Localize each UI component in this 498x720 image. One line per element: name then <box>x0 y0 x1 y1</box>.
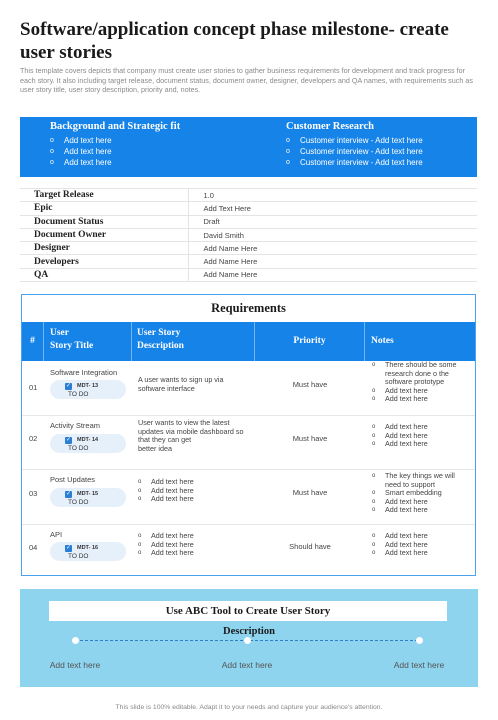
bullet-icon: o <box>372 550 376 557</box>
intro-text: This template covers depicts that company must create user stories to gather business requirements for development and track progress for each story. It also including target release, document status, document owner, designer, developers and QA names, with requirements such as user story title, user story description, priority and, notes. <box>20 66 473 95</box>
requirement-row <box>22 416 475 470</box>
story-priority: Must have <box>292 380 328 389</box>
note-item: o Add text here <box>372 531 428 540</box>
background-item: o Add text here <box>50 147 112 156</box>
customer-research-column <box>286 121 423 168</box>
bullet-icon: o <box>372 424 376 430</box>
header-story-title: User Story Title <box>44 322 132 361</box>
bullet-icon: o <box>138 479 142 485</box>
ticket-pill[interactable] <box>50 488 126 507</box>
info-value: Add Name Here <box>188 242 477 255</box>
background-item: o Add text here <box>50 158 112 167</box>
background-item: o Add text here <box>50 136 112 145</box>
tool-description-heading: Description <box>223 626 275 637</box>
bullet-icon: o <box>286 137 290 144</box>
ticket-status: TO DO <box>68 553 89 560</box>
bullet-icon: o <box>372 362 376 368</box>
ticket-id: MDT- 13 <box>77 383 99 389</box>
note-item: o Add text here <box>372 539 428 549</box>
note-item: o Add text here <box>372 385 428 395</box>
bullet-icon: o <box>286 159 290 166</box>
bullet-icon: o <box>372 396 376 403</box>
row-number: 04 <box>29 543 38 552</box>
desc-item: o Add text here <box>138 531 194 540</box>
requirements-panel <box>21 294 476 576</box>
header-notes: Notes <box>371 336 394 346</box>
info-value: Add Name Here <box>188 255 477 268</box>
info-value: 1.0 <box>188 189 477 202</box>
info-row <box>20 255 477 268</box>
note-item: o Add text here <box>372 430 428 440</box>
story-notes <box>372 423 472 449</box>
ticket-pill[interactable] <box>50 434 126 453</box>
timeline-dot <box>416 637 423 644</box>
bullet-icon: o <box>372 541 376 548</box>
ticket-id: MDT- 16 <box>77 545 99 551</box>
info-row <box>20 189 477 202</box>
story-description: A user wants to sign up via software interface <box>138 375 224 393</box>
background-heading: Background and Strategic fit <box>50 121 181 132</box>
info-row <box>20 202 477 215</box>
bullet-icon: o <box>372 490 376 497</box>
info-key: Epic <box>20 202 188 215</box>
info-key: QA <box>20 268 188 281</box>
note-item: o Add text here <box>372 505 428 515</box>
tool-panel <box>20 589 478 687</box>
ticket-status: TO DO <box>68 499 89 506</box>
story-description <box>138 478 256 504</box>
story-description: User wants to view the latest updates via mobile dashboard so that they can get better idea <box>138 418 244 453</box>
story-description <box>138 532 256 558</box>
info-row <box>20 228 477 241</box>
ticket-id: MDT- 14 <box>77 437 99 443</box>
story-notes <box>372 472 472 515</box>
bullet-icon: o <box>138 541 142 548</box>
bullet-icon: o <box>372 432 376 439</box>
timeline-dot <box>244 637 251 644</box>
note-item: o There should be some research done o the software prototype <box>372 360 457 387</box>
checkbox-icon: ✓ <box>65 383 72 389</box>
note-item: o Add text here <box>372 439 428 449</box>
timeline-label: Add text here <box>221 660 273 670</box>
customer-research-heading: Customer Research <box>286 121 374 132</box>
timeline-dot <box>72 637 79 644</box>
story-title: Post Updates <box>50 475 96 484</box>
story-priority: Should have <box>289 542 331 551</box>
timeline-label: Add text here <box>393 660 445 670</box>
info-key: Target Release <box>20 189 188 202</box>
ticket-pill[interactable] <box>50 542 126 561</box>
ticket-status: TO DO <box>68 391 89 398</box>
bullet-icon: o <box>138 487 142 494</box>
ticket-id: MDT- 15 <box>77 491 99 497</box>
page-title: Software/application concept phase milestone- create user stories <box>20 19 449 63</box>
bullet-icon: o <box>286 148 290 155</box>
story-notes <box>372 532 472 558</box>
bullet-icon: o <box>372 473 376 479</box>
requirements-title: Requirements <box>211 301 286 315</box>
strategy-banner <box>20 117 477 177</box>
story-priority: Must have <box>292 434 328 443</box>
note-item: o Add text here <box>372 548 428 558</box>
research-item: o Customer interview - Add text here <box>286 147 423 156</box>
bullet-icon: o <box>372 507 376 514</box>
story-priority: Must have <box>292 488 328 497</box>
desc-item: o Add text here <box>138 477 194 486</box>
bullet-icon: o <box>372 441 376 448</box>
info-value: Add Name Here <box>188 268 477 281</box>
checkbox-icon: ✓ <box>65 545 72 551</box>
desc-item: o Add text here <box>138 548 194 558</box>
info-row <box>20 242 477 255</box>
research-item: o Customer interview - Add text here <box>286 136 423 145</box>
note-item: o The key things we will need to support <box>372 471 455 489</box>
info-value: Draft <box>188 215 477 228</box>
desc-item: o Add text here <box>138 485 194 495</box>
note-item: o Smart embedding <box>372 488 442 498</box>
bullet-icon: o <box>138 496 142 503</box>
bullet-icon: o <box>372 387 376 394</box>
research-item: o Customer interview - Add text here <box>286 158 423 167</box>
note-item: o Add text here <box>372 422 428 431</box>
note-item: o Add text here <box>372 496 428 506</box>
requirement-row <box>22 525 475 575</box>
footer-note: This slide is 100% editable. Adapt it to your needs and capture your audience's attention. <box>115 704 383 711</box>
header-story-description: User Story Description <box>132 322 255 361</box>
checkbox-icon: ✓ <box>65 437 72 443</box>
story-title: Software Integration <box>50 368 118 377</box>
bullet-icon: o <box>372 533 376 539</box>
info-value: Add Text Here <box>188 202 477 215</box>
bullet-icon: o <box>372 498 376 505</box>
tool-heading: Use ABC Tool to Create User Story <box>49 601 447 621</box>
ticket-pill[interactable] <box>50 380 126 399</box>
row-number: 02 <box>29 434 38 443</box>
info-key: Document Status <box>20 215 188 228</box>
info-row <box>20 215 477 228</box>
bullet-icon: o <box>50 159 54 166</box>
document-info-table <box>20 188 477 282</box>
story-notes <box>372 361 472 404</box>
timeline-label: Add text here <box>49 660 101 670</box>
desc-item: o Add text here <box>138 539 194 549</box>
story-title: API <box>50 530 63 539</box>
header-number: # <box>22 322 44 361</box>
info-key: Developers <box>20 255 188 268</box>
header-priority: Priority <box>255 322 365 361</box>
bullet-icon: o <box>50 137 54 144</box>
bullet-icon: o <box>138 550 142 557</box>
checkbox-icon: ✓ <box>65 491 72 497</box>
bullet-icon: o <box>138 533 142 539</box>
requirement-row <box>22 361 475 416</box>
info-value: David Smith <box>188 228 477 241</box>
info-key: Designer <box>20 242 188 255</box>
info-row <box>20 268 477 281</box>
requirement-row <box>22 470 475 525</box>
bullet-icon: o <box>50 148 54 155</box>
desc-item: o Add text here <box>138 494 194 504</box>
ticket-status: TO DO <box>68 445 89 452</box>
row-number: 03 <box>29 489 38 498</box>
requirements-header <box>22 322 475 361</box>
info-key: Document Owner <box>20 228 188 241</box>
background-column <box>50 121 180 168</box>
row-number: 01 <box>29 383 38 392</box>
note-item: o Add text here <box>372 394 428 404</box>
story-title: Activity Stream <box>50 421 101 430</box>
